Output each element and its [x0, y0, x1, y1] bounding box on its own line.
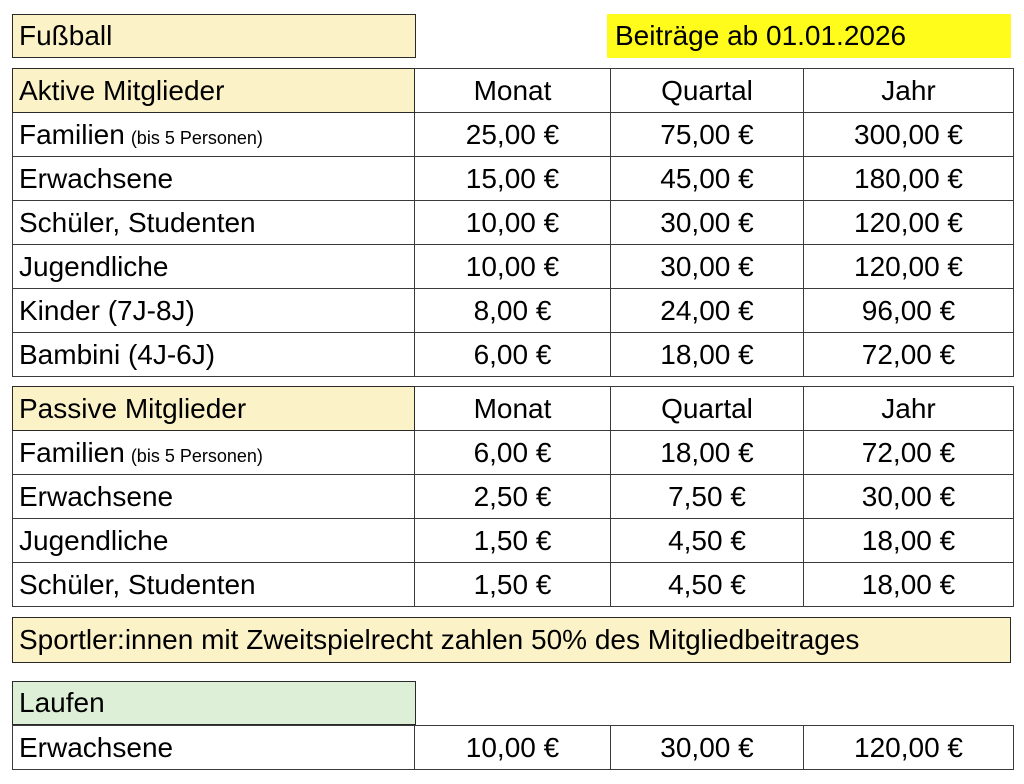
value-year: 72,00 € [804, 431, 1014, 475]
row-label: Familien (bis 5 Personen) [13, 431, 415, 475]
fussball-title-text: Fußball [19, 20, 113, 51]
value-month: 6,00 € [415, 431, 611, 475]
passive-section-title: Passive Mitglieder [13, 387, 415, 431]
row-label: Schüler, Studenten [13, 563, 415, 607]
table-row [13, 519, 1014, 563]
table-row [13, 475, 1014, 519]
fee-notice-badge [607, 14, 1011, 58]
row-label: Erwachsene [13, 157, 415, 201]
value-quarter: 24,00 € [611, 289, 804, 333]
row-note: (bis 5 Personen) [130, 445, 263, 466]
value-quarter: 4,50 € [611, 563, 804, 607]
value-month: 6,00 € [415, 333, 611, 377]
col-header-year: Jahr [804, 69, 1014, 113]
table-row [13, 245, 1014, 289]
col-header-year: Jahr [804, 387, 1014, 431]
value-month: 25,00 € [415, 113, 611, 157]
value-month: 10,00 € [415, 201, 611, 245]
active-header-row [13, 69, 1014, 113]
value-year: 18,00 € [804, 519, 1014, 563]
col-header-month: Monat [415, 387, 611, 431]
value-year: 120,00 € [804, 201, 1014, 245]
table-row [13, 333, 1014, 377]
second-play-right-note [12, 617, 1011, 663]
value-month: 15,00 € [415, 157, 611, 201]
col-header-quarter: Quartal [611, 387, 804, 431]
value-month: 1,50 € [415, 519, 611, 563]
value-year: 120,00 € [804, 245, 1014, 289]
value-quarter: 4,50 € [611, 519, 804, 563]
table-row [13, 431, 1014, 475]
row-note: (bis 5 Personen) [130, 127, 263, 148]
value-year: 72,00 € [804, 333, 1014, 377]
table-row [13, 201, 1014, 245]
row-label: Familien (bis 5 Personen) [13, 113, 415, 157]
value-month: 10,00 € [415, 726, 611, 770]
active-members-table [12, 68, 1014, 377]
passive-members-table [12, 386, 1014, 607]
fussball-title [12, 14, 416, 58]
table-row [13, 726, 1014, 770]
col-header-month: Monat [415, 69, 611, 113]
value-year: 18,00 € [804, 563, 1014, 607]
value-month: 2,50 € [415, 475, 611, 519]
row-label: Erwachsene [13, 475, 415, 519]
value-year: 120,00 € [804, 726, 1014, 770]
value-month: 1,50 € [415, 563, 611, 607]
value-quarter: 30,00 € [611, 726, 804, 770]
value-quarter: 30,00 € [611, 245, 804, 289]
value-year: 30,00 € [804, 475, 1014, 519]
table-row [13, 157, 1014, 201]
value-year: 180,00 € [804, 157, 1014, 201]
running-section-title [12, 681, 416, 725]
value-quarter: 45,00 € [611, 157, 804, 201]
row-label: Erwachsene [13, 726, 415, 770]
value-quarter: 18,00 € [611, 333, 804, 377]
value-month: 10,00 € [415, 245, 611, 289]
value-quarter: 30,00 € [611, 201, 804, 245]
value-year: 96,00 € [804, 289, 1014, 333]
table-row [13, 289, 1014, 333]
passive-header-row [13, 387, 1014, 431]
value-year: 300,00 € [804, 113, 1014, 157]
running-table [12, 725, 1014, 770]
table-row [13, 113, 1014, 157]
row-label: Jugendliche [13, 245, 415, 289]
row-label: Jugendliche [13, 519, 415, 563]
running-title-text: Laufen [19, 687, 105, 718]
table-row [13, 563, 1014, 607]
value-month: 8,00 € [415, 289, 611, 333]
second-play-right-text: Sportler:innen mit Zweitspielrecht zahlen 50% des Mitgliedbeitrages [19, 624, 860, 655]
col-header-quarter: Quartal [611, 69, 804, 113]
fee-notice-text: Beiträge ab 01.01.2026 [615, 20, 907, 51]
row-label: Kinder (7J-8J) [13, 289, 415, 333]
value-quarter: 75,00 € [611, 113, 804, 157]
row-label: Bambini (4J-6J) [13, 333, 415, 377]
active-section-title: Aktive Mitglieder [13, 69, 415, 113]
row-label: Schüler, Studenten [13, 201, 415, 245]
value-quarter: 7,50 € [611, 475, 804, 519]
value-quarter: 18,00 € [611, 431, 804, 475]
